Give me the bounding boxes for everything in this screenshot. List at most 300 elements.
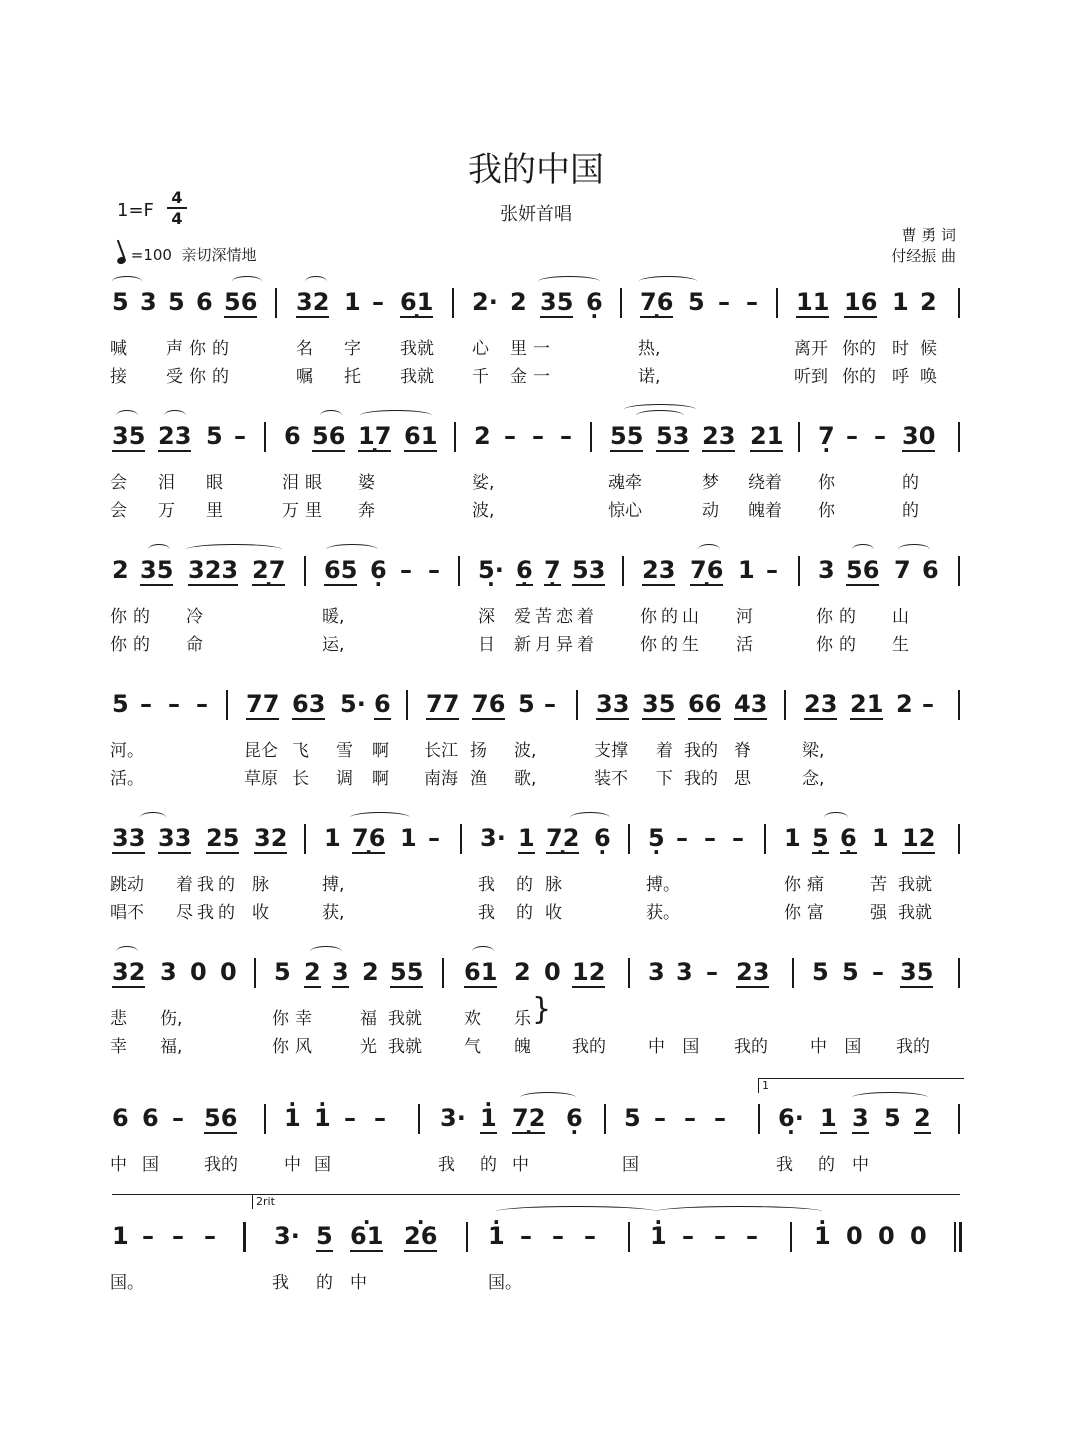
note-group: 56 — [224, 288, 258, 316]
note-group: 32 — [296, 288, 330, 316]
note: 2· — [472, 288, 498, 316]
note: 6 · — [594, 824, 611, 852]
lyric: 我 — [478, 903, 495, 923]
note: 5 — [812, 958, 829, 986]
lyric: 你富 — [784, 903, 830, 923]
note-group: 33 — [596, 690, 630, 718]
note: 5 · — [812, 824, 829, 854]
lyric: 获。 — [646, 903, 680, 923]
lyric: 你 — [818, 473, 835, 493]
dash: – — [544, 690, 556, 718]
lyric: 念, — [802, 769, 825, 789]
lyric: 长 — [292, 769, 309, 789]
lyric: 搏, — [322, 875, 345, 895]
note: 1 — [738, 556, 755, 584]
lyric: 字 — [344, 339, 361, 359]
note-group: 33 — [158, 824, 192, 852]
lyric: 的 — [818, 1155, 835, 1175]
lyric: 伤, — [160, 1009, 183, 1029]
note: 6· · — [778, 1104, 804, 1132]
lyric: 福 — [360, 1009, 377, 1029]
lyric: 你的 — [842, 367, 876, 387]
note: 1 — [518, 824, 535, 852]
lyric: 我就 — [388, 1009, 422, 1029]
dash: – — [714, 1104, 726, 1132]
note-group: 53 — [656, 422, 690, 450]
note-group: 25 — [206, 824, 240, 852]
lyric: 绕着 — [748, 473, 782, 493]
lyric: 光 — [360, 1037, 377, 1057]
lyric: 昆仑 — [244, 741, 278, 761]
dash: – — [196, 690, 208, 718]
dash: – — [520, 1222, 532, 1250]
note: 2 — [896, 690, 913, 718]
note-group: 35 — [112, 422, 146, 450]
lyric: 中 国 — [810, 1037, 868, 1057]
note: 1 — [892, 288, 909, 316]
note: 5 — [274, 958, 291, 986]
lyricist-credit: 曹 勇 词 — [901, 226, 956, 244]
lyric: 热, — [638, 339, 661, 359]
lyric: 千 — [472, 367, 489, 387]
note: 2 — [362, 958, 379, 986]
note: 5· · — [478, 556, 504, 584]
rest: 0 — [878, 1222, 895, 1250]
lyric: 我的 — [684, 741, 718, 761]
lyric: 运, — [322, 635, 345, 655]
lyric: 眼 — [206, 473, 223, 493]
performer-credit: 张妍首唱 — [500, 204, 572, 225]
lyric: 嘱 — [296, 367, 313, 387]
final-barline — [954, 1222, 962, 1252]
tempo-value: =100 — [130, 246, 172, 264]
note-group: 30 — [902, 422, 936, 450]
lyric: 诺, — [638, 367, 661, 387]
lyric: 着 — [656, 741, 673, 761]
lyric: 暖, — [322, 607, 345, 627]
lyric: 扬 — [470, 741, 487, 761]
note-group: 61 — [464, 958, 498, 986]
lyric: 啊 — [372, 741, 389, 761]
dash: – — [684, 1104, 696, 1132]
lyric: 国 — [622, 1155, 639, 1175]
note: 5· — [340, 690, 366, 718]
song-title: 我的中国 — [468, 150, 604, 190]
lyric: 会 — [110, 501, 127, 521]
lyric: 呼 — [892, 367, 909, 387]
dash: – — [140, 690, 152, 718]
dash: – — [846, 422, 858, 450]
dash: – — [428, 556, 440, 584]
lyric: 梁, — [802, 741, 825, 761]
note: · 1 — [814, 1222, 831, 1250]
lyric: 强 — [870, 903, 887, 923]
lyric: 你风 — [272, 1037, 318, 1057]
lyric: 苦 — [870, 875, 887, 895]
note-group: 35 — [900, 958, 934, 986]
lyric: 活。 — [110, 769, 144, 789]
note-group: 61 · — [400, 288, 433, 318]
lyric: 跳动 — [110, 875, 144, 895]
lyric: 唤 — [920, 367, 937, 387]
note: 3 — [140, 288, 157, 316]
dash: – — [552, 1222, 564, 1250]
lyric: 悲 — [110, 1009, 127, 1029]
lyric: 波, — [514, 741, 537, 761]
lyric: 声你的 — [166, 339, 235, 359]
note-group: 27 · — [252, 556, 285, 586]
note: 3· — [274, 1222, 300, 1250]
lyric: 我就 — [388, 1037, 422, 1057]
lyric: 国。 — [110, 1273, 144, 1293]
note: 2 — [514, 958, 531, 986]
note: 2 — [510, 288, 527, 316]
note-group: 23 — [642, 556, 676, 584]
note-group: 17 · — [358, 422, 391, 452]
lyric: 长江 — [424, 741, 458, 761]
lyric: 生 — [892, 635, 909, 655]
lyric: 的 — [902, 501, 919, 521]
note-group: 53 — [572, 556, 606, 584]
lyric: 的 — [480, 1155, 497, 1175]
note-group: 61 — [404, 422, 438, 450]
dash: – — [142, 1222, 154, 1250]
note-group: 55 — [610, 422, 644, 450]
lyric: 金一 — [510, 367, 556, 387]
lyric: 获, — [322, 903, 345, 923]
note: 3· — [440, 1104, 466, 1132]
tempo-marking — [117, 244, 257, 265]
lyric: 我就 — [400, 367, 434, 387]
lyric: 你痛 — [784, 875, 830, 895]
note-group: 21 — [750, 422, 784, 450]
note-group: 23 — [736, 958, 770, 986]
lyric: 心 — [472, 339, 489, 359]
note-group: 32 — [112, 958, 146, 986]
lyric: 国 — [314, 1155, 331, 1175]
note-group: 21 — [850, 690, 884, 718]
lyric: 离开 — [794, 339, 828, 359]
lyric: 日 — [478, 635, 495, 655]
lyric: 活 — [736, 635, 753, 655]
lyric: 河 — [736, 607, 753, 627]
note: 5 — [206, 422, 223, 450]
note-group: 65 — [324, 556, 358, 584]
note: 3 — [852, 1104, 869, 1132]
note-group: 16 — [844, 288, 878, 316]
lyric: 爱苦恋着 — [514, 607, 598, 627]
note: 3 — [676, 958, 693, 986]
lyric: 欢 — [464, 1009, 481, 1029]
note-group: 12 — [902, 824, 936, 852]
lyric: 河。 — [110, 741, 144, 761]
rest: 0 — [910, 1222, 927, 1250]
lyric: 泪 — [158, 473, 175, 493]
note-group: 32 — [254, 824, 288, 852]
lyric: 中 — [512, 1155, 529, 1175]
lyric: 冷 — [186, 607, 203, 627]
note-group: 56 — [846, 556, 880, 584]
note: 7 — [894, 556, 911, 584]
lyric: 南海 — [424, 769, 458, 789]
lyric: 国。 — [488, 1273, 522, 1293]
note-group: · 26 — [404, 1222, 437, 1252]
note: 5 · — [648, 824, 665, 852]
lyric: 的脉 — [516, 875, 574, 895]
note: 1 — [112, 1222, 129, 1250]
note: 2 — [112, 556, 129, 584]
rest: 0 — [846, 1222, 863, 1250]
lyric: 中 — [284, 1155, 301, 1175]
note: 6 · — [586, 288, 603, 316]
note-group: 23 — [804, 690, 838, 718]
lyric: 的 — [902, 473, 919, 493]
note: 6 — [112, 1104, 129, 1132]
note: 3 — [648, 958, 665, 986]
lyric: 渔 — [470, 769, 487, 789]
dash: – — [400, 556, 412, 584]
quarter-note-icon — [116, 256, 127, 266]
dash: – — [654, 1104, 666, 1132]
note: 3 — [332, 958, 349, 986]
time-signature-bottom: 4 — [171, 209, 183, 228]
dash: – — [374, 1104, 386, 1132]
lyric: 万里 — [282, 501, 328, 521]
lyric: 波, — [472, 501, 495, 521]
lyric: 娑, — [472, 473, 495, 493]
lyric: 装不 — [594, 769, 628, 789]
lyric: 里 — [206, 501, 223, 521]
lyric: 脉 — [252, 875, 269, 895]
lyric: 候 — [920, 339, 937, 359]
dash: – — [704, 824, 716, 852]
lyric: 着我的 — [176, 875, 239, 895]
note: 0 — [220, 958, 237, 986]
note-group: · 61 — [350, 1222, 383, 1252]
lyric: 奔 — [358, 501, 375, 521]
lyric: 幸 — [110, 1037, 127, 1057]
dash: – — [922, 690, 934, 718]
lyric: 我 — [776, 1155, 793, 1175]
lyric: 里一 — [510, 339, 556, 359]
dash: – — [532, 422, 544, 450]
lyric: 时 — [892, 339, 909, 359]
lyric: 中 — [852, 1155, 869, 1175]
dash: – — [204, 1222, 216, 1250]
repeat-brace: } — [532, 992, 552, 1027]
note: 7 · — [818, 422, 835, 450]
lyric: 调 — [336, 769, 353, 789]
lyric: 中 国 — [648, 1037, 706, 1057]
lyric: 梦 — [702, 473, 719, 493]
lyric: 你 — [818, 501, 835, 521]
lyric: 魄着 — [748, 501, 782, 521]
lyric: 命 — [186, 635, 203, 655]
dash: – — [172, 1222, 184, 1250]
note-group: 76 · — [640, 288, 673, 318]
dash: – — [560, 422, 572, 450]
lyric: 动 — [702, 501, 719, 521]
note: 5 — [112, 288, 129, 316]
note: 2 — [920, 288, 937, 316]
lyric: 草原 — [244, 769, 278, 789]
note-group: 76 · — [352, 824, 385, 854]
note: 1 — [872, 824, 889, 852]
lyric: 收 — [252, 903, 269, 923]
note-group: 76 — [472, 690, 506, 718]
note: 0 — [190, 958, 207, 986]
note: 3· — [480, 824, 506, 852]
lyric: 我的 — [896, 1037, 930, 1057]
note: 3 — [160, 958, 177, 986]
note: 2 — [914, 1104, 931, 1132]
note: 6 — [142, 1104, 159, 1132]
lyric: 飞 — [292, 741, 309, 761]
lyric: 我的 — [734, 1037, 768, 1057]
note: · 1 — [314, 1104, 331, 1132]
note: 1 — [784, 824, 801, 852]
note: 0 — [544, 958, 561, 986]
note: 1 — [820, 1104, 837, 1132]
lyric: 我 — [438, 1155, 455, 1175]
note: 5 — [688, 288, 705, 316]
lyric: 我就 — [400, 339, 434, 359]
note-group: 23 — [702, 422, 736, 450]
lyric: 中 — [110, 1155, 127, 1175]
dash: – — [676, 824, 688, 852]
lyric: 支撑 — [594, 741, 628, 761]
lyric: 托 — [344, 367, 361, 387]
note: 2 — [474, 422, 491, 450]
lyric: 名 — [296, 339, 313, 359]
lyric: 歌, — [514, 769, 537, 789]
lyric: 的收 — [516, 903, 574, 923]
time-signature — [167, 189, 187, 227]
lyric: 我的 — [204, 1155, 238, 1175]
note: 6 · — [840, 824, 857, 854]
note: 1 — [400, 824, 417, 852]
note-group: 56 — [204, 1104, 238, 1132]
note-group: 323 — [188, 556, 239, 584]
note: 1 — [344, 288, 361, 316]
note-group: 55 — [390, 958, 424, 986]
time-signature-top: 4 — [171, 188, 183, 207]
lyric: 你的 — [110, 607, 156, 627]
lyric: 气 — [464, 1037, 481, 1057]
dash: – — [746, 1222, 758, 1250]
lyric: 脊 — [734, 741, 751, 761]
dash: – — [706, 958, 718, 986]
dash: – — [718, 288, 730, 316]
volta-2: 2rit — [252, 1194, 960, 1209]
lyric: 我 — [272, 1273, 289, 1293]
lyric: 喊 — [110, 339, 127, 359]
note: 3 — [818, 556, 835, 584]
volta-1-continuation — [112, 1194, 252, 1195]
composer-credit: 付经振 曲 — [891, 247, 956, 265]
lyric: 山 — [892, 607, 909, 627]
note-group: 12 — [572, 958, 606, 986]
note: 6 · — [566, 1104, 583, 1132]
note-group: 33 — [112, 824, 146, 852]
dash: – — [766, 556, 778, 584]
note: 5 — [518, 690, 535, 718]
lyric: 福, — [160, 1037, 183, 1057]
lyric: 思 — [734, 769, 751, 789]
lyric: 你的 — [110, 635, 156, 655]
note: 5 — [112, 690, 129, 718]
note-group: 77 — [426, 690, 460, 718]
note: · 1 — [488, 1222, 505, 1250]
note: 5 — [316, 1222, 333, 1250]
note-group: 23 — [158, 422, 192, 450]
dash: – — [504, 422, 516, 450]
note: 5 — [624, 1104, 641, 1132]
lyric: 受你的 — [166, 367, 235, 387]
note-group: 72 · — [546, 824, 579, 854]
lyric: 乐 — [514, 1009, 531, 1029]
lyric: 新月异着 — [514, 635, 598, 655]
dash: – — [344, 1104, 356, 1132]
note-group: 72 · — [512, 1104, 545, 1134]
dash: – — [746, 288, 758, 316]
note: 5 — [168, 288, 185, 316]
note: · 1 — [284, 1104, 301, 1132]
lyric: 我的 — [684, 769, 718, 789]
lyric: 尽我的 — [176, 903, 239, 923]
note-group: 63 — [292, 690, 326, 718]
dash: – — [874, 422, 886, 450]
note: · 1 — [650, 1222, 667, 1250]
lyric: 你的山 — [640, 607, 703, 627]
lyric: 接 — [110, 367, 127, 387]
lyric: 婆 — [358, 473, 375, 493]
lyric: 的 — [316, 1273, 333, 1293]
dash: – — [428, 824, 440, 852]
lyric: 雪 — [336, 741, 353, 761]
note: 6 · — [516, 556, 533, 586]
repeat-barline — [236, 1222, 246, 1252]
note: 6 · — [370, 556, 387, 584]
lyric: 深 — [478, 607, 495, 627]
lyric: 你的 — [842, 339, 876, 359]
dash: – — [172, 1104, 184, 1132]
note: 6 — [196, 288, 213, 316]
note: · 1 — [480, 1104, 497, 1134]
note-group: 66 — [688, 690, 722, 718]
dash: – — [682, 1222, 694, 1250]
tempo-description: 亲切深情地 — [181, 246, 257, 264]
note: 2 — [304, 958, 321, 986]
lyric: 我就 — [898, 903, 932, 923]
dash: – — [732, 824, 744, 852]
dash: – — [714, 1222, 726, 1250]
note-group: 35 — [540, 288, 574, 316]
lyric: 国 — [142, 1155, 159, 1175]
lyric: 泪眼 — [282, 473, 328, 493]
lyric: 啊 — [372, 769, 389, 789]
dash: – — [372, 288, 384, 316]
lyric: 你幸 — [272, 1009, 318, 1029]
note-group: 56 — [312, 422, 346, 450]
note: 5 — [842, 958, 859, 986]
note-group: 76 · — [690, 556, 723, 586]
dash: – — [168, 690, 180, 718]
note: 1 — [324, 824, 341, 852]
lyric: 万 — [158, 501, 175, 521]
lyric: 中 — [350, 1273, 367, 1293]
note-group: 77 — [246, 690, 280, 718]
